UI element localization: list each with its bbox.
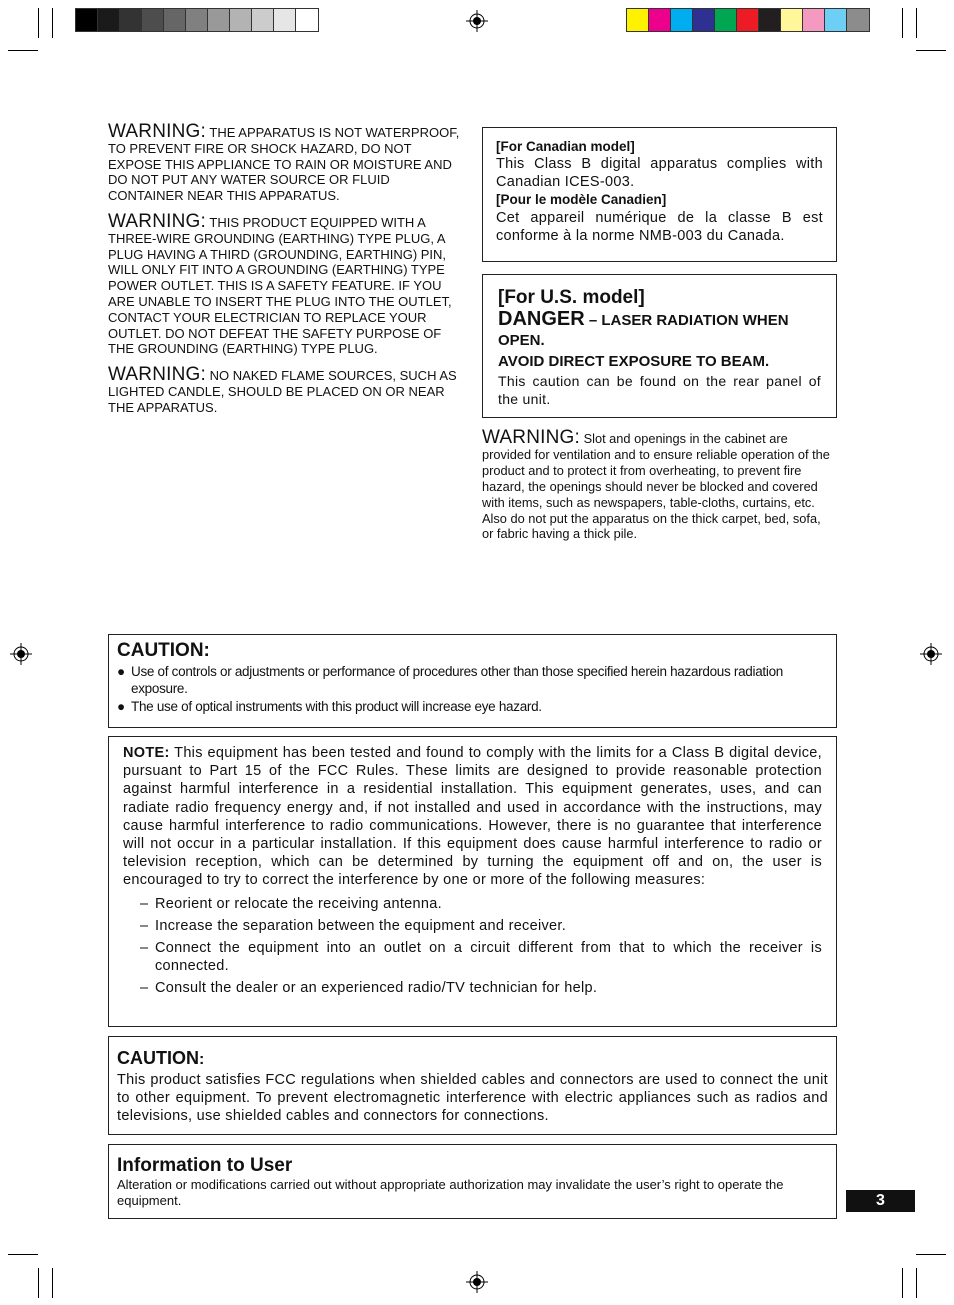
warning-text: NO NAKED FLAME SOURCES, SUCH AS LIGHTED CANDLE, SHOULD BE PLACED ON OR NEAR THE APPARATUS. [108, 368, 457, 415]
color-swatch [649, 9, 671, 31]
color-swatch [230, 9, 252, 31]
color-swatch [76, 9, 98, 31]
note-text: This equipment has been tested and found to comply with the limits for a Class B digital device, pursuant to Part 15 of the FCC Rules. These limits are designed to provide reasonable protection against harmful interference in a residential installation. This equipment generates, uses, and can radiate radio frequency energy and, if not installed and used in accordance with the instructions, may cause harmful interference to radio communications. However, there is no guarantee that interference will not occur in a particular installation. If this equipment does cause harmful interference to radio or television reception, which can be determined by turning the equipment off and on, the user is encouraged to try to correct the interference by one or more of the following measures: [123, 745, 822, 889]
list-item-text: Connect the equipment into an outlet on a circuit different from that to which the receiver is connected. [155, 940, 822, 975]
crop-mark [52, 1268, 53, 1298]
canadian-heading-fr: [Pour le modèle Canadien] [496, 192, 667, 207]
caution-title-line [117, 1047, 828, 1071]
color-swatch [98, 9, 120, 31]
caution-item [117, 663, 828, 697]
crop-mark [902, 8, 903, 38]
us-heading: [For U.S. model] [498, 287, 645, 308]
color-swatch [274, 9, 296, 31]
page-number: 3 [846, 1190, 915, 1212]
color-swatch [825, 9, 847, 31]
canadian-heading: [For Canadian model] [496, 139, 635, 154]
info-text: Alteration or modifications carried out without appropriate authorization may invalidate the user’s right to operate the equipment. [117, 1177, 784, 1208]
caution-laser-box [108, 634, 837, 728]
list-item [140, 979, 822, 997]
caution-fcc-text: This product satisfies FCC regulations when shielded cables and connectors are used to connect the unit to other equipment. To prevent electromagnetic interference with electric appliances such as radios and televisions, use shielded cables and connectors for connections. [117, 1072, 828, 1125]
danger-line [498, 309, 821, 351]
caution-title: CAUTION [117, 1048, 199, 1068]
danger-text: – LASER RADIATION WHEN OPEN. [498, 312, 789, 349]
registration-mark-icon [466, 10, 488, 32]
bullet-icon: ● [117, 664, 125, 679]
color-swatch [803, 9, 825, 31]
list-item-text: Reorient or relocate the receiving antenna. [155, 895, 442, 912]
canadian-text: This Class B digital apparatus complies with Canadian ICES-003. [496, 156, 823, 190]
warning-label: WARNING: [108, 121, 207, 142]
danger-word: DANGER [498, 308, 585, 330]
color-swatch [164, 9, 186, 31]
information-to-user-box [108, 1144, 837, 1219]
warning-grounding [108, 210, 462, 357]
crop-mark [38, 1268, 39, 1298]
color-swatch [296, 9, 318, 31]
warning-label: WARNING: [482, 427, 581, 448]
crop-mark [52, 8, 53, 38]
grayscale-color-bar [75, 8, 319, 32]
registration-mark-icon [466, 1271, 488, 1293]
crop-mark [916, 1268, 917, 1298]
color-swatch [671, 9, 693, 31]
caution-item-text: The use of optical instruments with this product will increase eye hazard. [131, 699, 542, 714]
caution-item-text: Use of controls or adjustments or performance of procedures other than those specified herein hazardous radiation exposure. [131, 664, 783, 696]
avoid-exposure: AVOID DIRECT EXPOSURE TO BEAM. [498, 353, 770, 370]
color-swatch [627, 9, 649, 31]
warning-text: Slot and openings in the cabinet are provided for ventilation and to ensure reliable operation of the product and to protect it from overheating, to prevent fire hazard, the openings should never be blocked and covered with items, such as newspapers, table-cloths, curtains, etc. Also do not put the apparatus on the thick carpet, bed, sofa, or fabric having a thick pile. [482, 431, 830, 542]
warning-flame [108, 364, 462, 415]
warning-text: THIS PRODUCT EQUIPPED WITH A THREE-WIRE GROUNDING (EARTHING) TYPE PLUG, A PLUG HAVING A THIRD (GROUNDING, EARTHING) PIN, WILL ONLY FIT INTO A GROUNDING (EARTHING) TYPE POWER OUTLET. THIS IS A SAFETY FEATURE. IF YOU ARE UNABLE TO INSERT THE PLUG INTO THE OUTLET, CONTACT YOUR ELECTRICIAN TO REPLACE YOUR OUTLET. DO NOT DEFEAT THE SAFETY PURPOSE OF THE GROUNDING (EARTHING) TYPE PLUG. [108, 214, 452, 357]
color-swatch [737, 9, 759, 31]
list-item [140, 917, 822, 935]
list-item-text: Consult the dealer or an experienced radio/TV technician for help. [155, 980, 598, 997]
note-paragraph [123, 744, 822, 890]
color-swatch [208, 9, 230, 31]
crop-mark [902, 1268, 903, 1298]
process-color-bar [626, 8, 870, 32]
crop-mark [916, 8, 917, 38]
color-swatch [847, 9, 869, 31]
dash-icon: – [140, 917, 149, 934]
registration-mark-icon [10, 643, 32, 665]
us-model-box [482, 274, 837, 418]
bullet-icon: ● [117, 699, 125, 714]
crop-mark [916, 50, 946, 51]
color-swatch [142, 9, 164, 31]
warning-label: WARNING: [108, 210, 207, 232]
color-swatch [693, 9, 715, 31]
caution-title: CAUTION: [117, 640, 210, 661]
warning-text: THE APPARATUS IS NOT WATERPROOF, TO PREVENT FIRE OR SHOCK HAZARD, DO NOT EXPOSE THIS APPLIANCE TO RAIN OR MOISTURE AND DO NOT PUT ANY WATER SOURCE OR FLUID CONTAINER NEAR THIS APPARATUS. [108, 125, 460, 204]
crop-mark [8, 50, 38, 51]
info-title: Information to User [117, 1155, 293, 1176]
caution-colon: : [199, 1051, 205, 1068]
measures-list [123, 895, 822, 998]
color-swatch [759, 9, 781, 31]
crop-mark [916, 1254, 946, 1255]
color-swatch [186, 9, 208, 31]
dash-icon: – [140, 895, 149, 912]
list-item-text: Increase the separation between the equipment and receiver. [155, 917, 567, 934]
registration-mark-icon [920, 643, 942, 665]
left-warnings [108, 121, 462, 416]
crop-mark [8, 1254, 38, 1255]
caution-fcc-box [108, 1036, 837, 1135]
dash-icon: – [140, 940, 149, 957]
list-item [140, 895, 822, 913]
warning-ventilation [482, 427, 834, 542]
dash-icon: – [140, 980, 149, 997]
note-label: NOTE: [123, 745, 170, 761]
warning-label: WARNING: [108, 364, 207, 386]
crop-mark [38, 8, 39, 38]
fcc-note-box [108, 736, 837, 1027]
canadian-model-box [482, 127, 837, 262]
color-swatch [715, 9, 737, 31]
color-swatch [120, 9, 142, 31]
color-swatch [781, 9, 803, 31]
us-caution-text: This caution can be found on the rear panel of the unit. [498, 373, 821, 407]
caution-item [117, 698, 828, 715]
list-item [140, 939, 822, 975]
warning-waterproof [108, 121, 462, 204]
canadian-text-fr: Cet appareil numérique de la classe B est conforme à la norme NMB-003 du Canada. [496, 210, 823, 244]
color-swatch [252, 9, 274, 31]
